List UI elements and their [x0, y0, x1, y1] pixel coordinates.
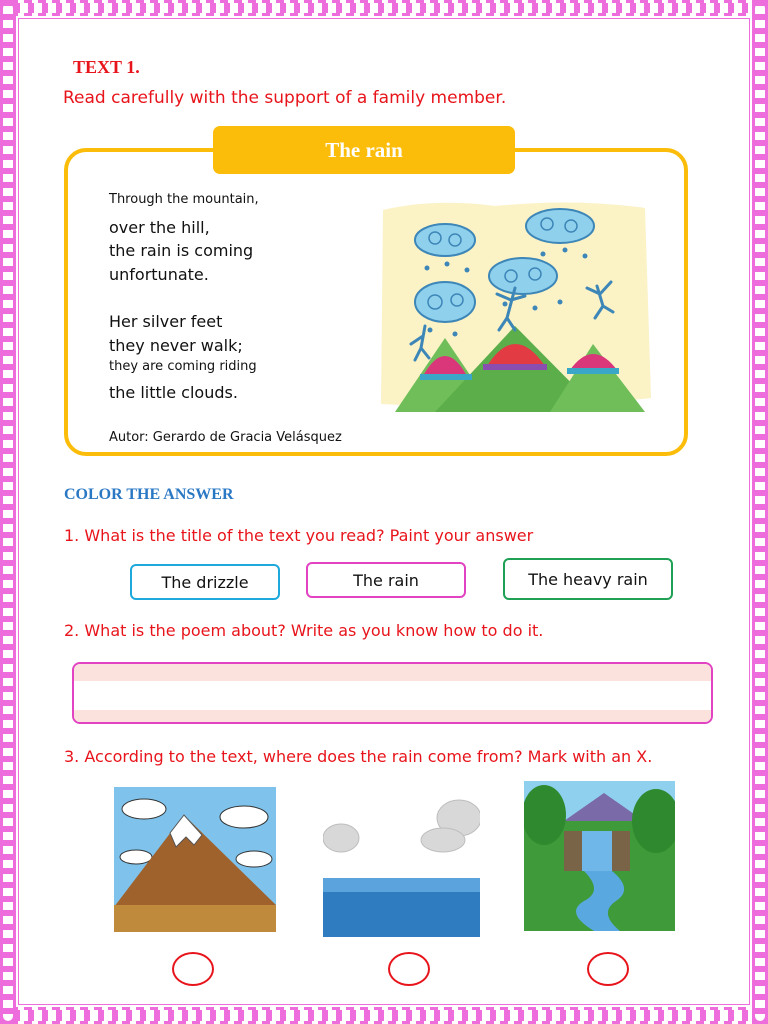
mark-circle-mountain[interactable]	[172, 952, 214, 986]
writing-line-stripe	[74, 664, 711, 681]
page-border-bottom	[0, 1007, 768, 1024]
section-heading: COLOR THE ANSWER	[64, 486, 234, 503]
text-title: TEXT 1.	[73, 57, 140, 77]
question-1: 1. What is the title of the text you read? Paint your answer	[64, 526, 534, 545]
sea-picture	[323, 790, 480, 937]
answer-option-the-drizzle[interactable]: The drizzle	[130, 564, 280, 600]
poem-line: unfortunate.	[109, 265, 209, 284]
poem-line: the little clouds.	[109, 383, 238, 402]
river-waterfall-picture	[524, 781, 675, 931]
poem-author: Autor: Gerardo de Gracia Velásquez	[109, 430, 342, 445]
question-3: 3. According to the text, where does the rain come from? Mark with an X.	[64, 747, 653, 766]
page-border-top	[0, 0, 768, 16]
poem-line: the rain is coming	[109, 241, 254, 260]
page-border-left	[0, 0, 16, 1024]
answer-option-the-heavy-rain[interactable]: The heavy rain	[503, 558, 673, 600]
poem-line: Through the mountain,	[109, 192, 259, 207]
question-2: 2. What is the poem about? Write as you know how to do it.	[64, 621, 544, 640]
instruction-text: Read carefully with the support of a family member.	[63, 88, 507, 108]
writing-line-stripe	[74, 710, 711, 724]
poem-title: The rain	[213, 126, 515, 174]
poem-line: they never walk;	[109, 336, 243, 355]
page-border-right	[752, 0, 768, 1024]
poem-line: Her silver feet	[109, 312, 223, 331]
mountain-picture	[114, 787, 276, 932]
poem-line: over the hill,	[109, 218, 210, 237]
poem-line: they are coming riding	[109, 359, 257, 374]
mark-circle-sea[interactable]	[388, 952, 430, 986]
mark-circle-river[interactable]	[587, 952, 629, 986]
answer-option-the-rain[interactable]: The rain	[306, 562, 466, 598]
rain-mountains-illustration	[375, 198, 657, 412]
answer-writing-box[interactable]	[72, 662, 713, 724]
